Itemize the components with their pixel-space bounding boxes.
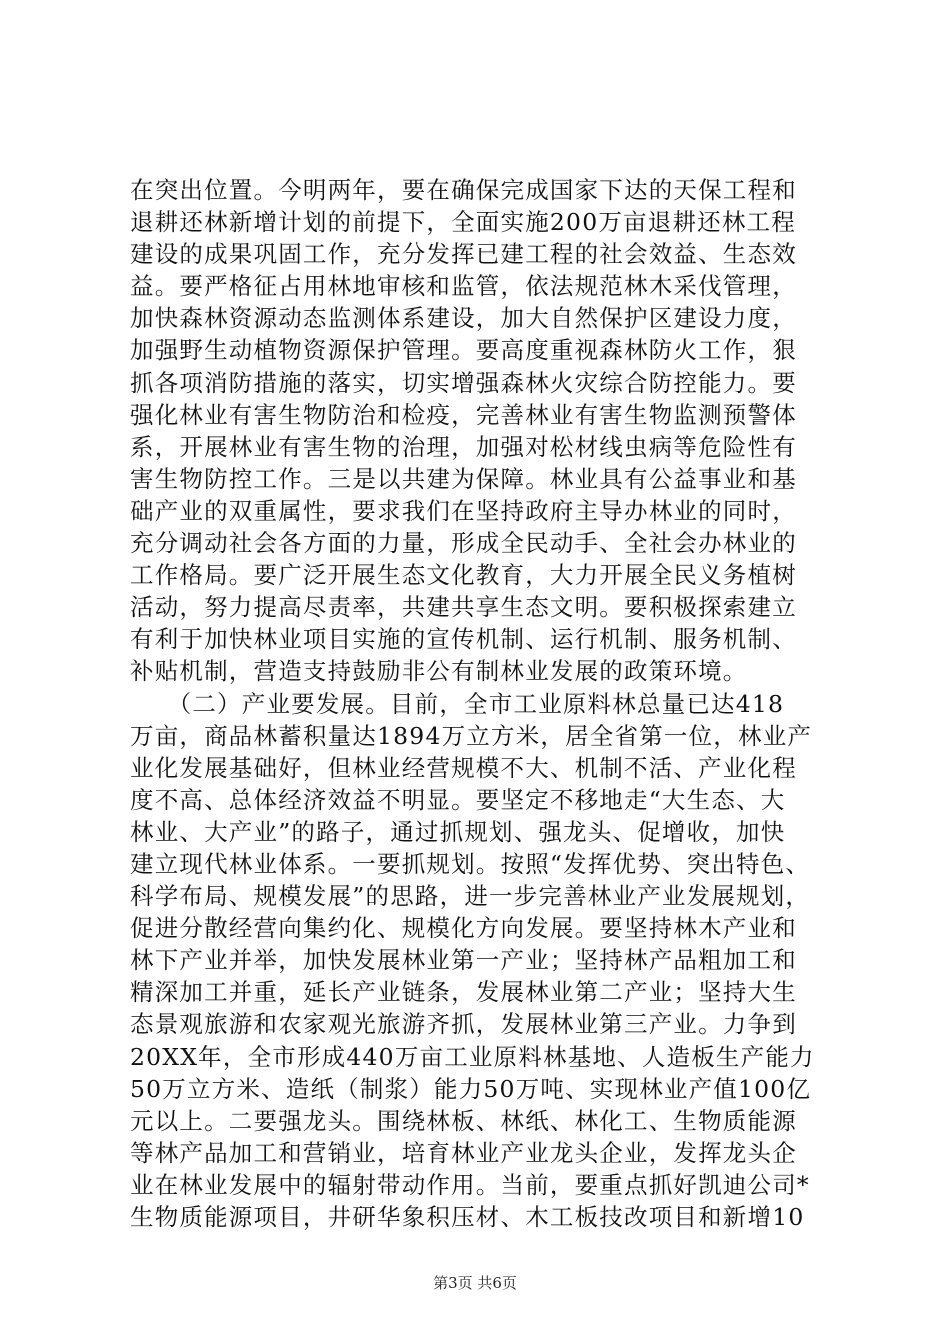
text-line: 补贴机制，营造支持鼓励非公有制林业发展的政策环境。 [130,657,748,686]
text-line: 精深加工并重，延长产业链条，发展林业第二产业；坚持大生 [130,978,797,1007]
text-line: 抓各项消防措施的落实，切实增强森林火灾综合防控能力。要 [130,368,797,397]
text-line: 度不高、总体经济效益不明显。要坚定不移地走“大生态、大 [130,785,786,814]
text-line: 科学布局、规模发展”的思路，进一步完善林业产业发展规划， [130,882,811,911]
text-line: 元以上。二要强龙头。围绕林板、林纸、林化工、生物质能源 [130,1106,797,1135]
text-line: 活动，努力提高尽责率，共建共享生态文明。要积极探索建立 [130,593,797,622]
text-line: 退耕还林新增计划的前提下，全面实施200万亩退耕还林工程 [130,208,796,237]
text-line: 加快森林资源动态监测体系建设，加大自然保护区建设力度， [130,304,797,333]
text-line: 加强野生动植物资源保护管理。要高度重视森林防火工作，狠 [130,336,797,365]
body-text [130,174,830,1233]
text-line: 促进分散经营向集约化、规模化方向发展。要坚持林木产业和 [130,914,797,943]
text-line: 建立现代林业体系。一要抓规划。按照“发挥优势、突出特色、 [130,849,811,878]
text-line: 工作格局。要广泛开展生态文化教育，大力开展全民义务植树 [130,561,797,590]
text-line: 林业、大产业”的路子，通过抓规划、强龙头、促增收，加快 [130,817,786,846]
text-line: （二）产业要发展。目前，全市工业原料林总量已达418 [130,689,785,718]
text-line: 20XX年，全市形成440万亩工业原料林基地、人造板生产能力 [130,1042,815,1071]
text-line: 业化发展基础好，但林业经营规模不大、机制不活、产业化程 [130,753,797,782]
text-line: 业在林业发展中的辐射带动作用。当前，要重点抓好凯迪公司* [130,1170,810,1199]
text-line: 等林产品加工和营销业，培育林业产业龙头企业，发挥龙头企 [130,1138,797,1167]
text-line: 充分调动社会各方面的力量，形成全民动手、全社会办林业的 [130,529,797,558]
text-line: 生物质能源项目，井研华象积压材、木工板技改项目和新增10 [130,1203,805,1231]
page-number: 第3页 共6页 [433,1274,517,1292]
text-line: 在突出位置。今明两年，要在确保完成国家下达的天保工程和 [130,176,797,204]
text-line: 建设的成果巩固工作，充分发挥已建工程的社会效益、生态效 [130,240,797,269]
text-line: 林下产业并举，加快发展林业第一产业；坚持林产品粗加工和 [130,946,797,975]
text-line: 础产业的双重属性，要求我们在坚持政府主导办林业的同时， [130,496,797,525]
page-footer [0,1272,950,1293]
text-line: 有利于加快林业项目实施的宣传机制、运行机制、服务机制、 [130,625,797,654]
text-line: 益。要严格征占用林地审核和监管，依法规范林木采伐管理， [130,272,797,301]
text-line: 系，开展林业有害生物的治理，加强对松材线虫病等危险性有 [130,432,797,461]
text-line: 50万立方米、造纸（制浆）能力50万吨、实现林业产值100亿 [130,1074,812,1103]
text-line: 强化林业有害生物防治和检疫，完善林业有害生物监测预警体 [130,400,797,429]
text-line: 害生物防控工作。三是以共建为保障。林业具有公益事业和基 [130,464,797,493]
text-line: 态景观旅游和农家观光旅游齐抓，发展林业第三产业。力争到 [130,1010,797,1039]
text-line: 万亩，商品林蓄积量达1894万立方米，居全省第一位，林业产 [130,721,813,750]
